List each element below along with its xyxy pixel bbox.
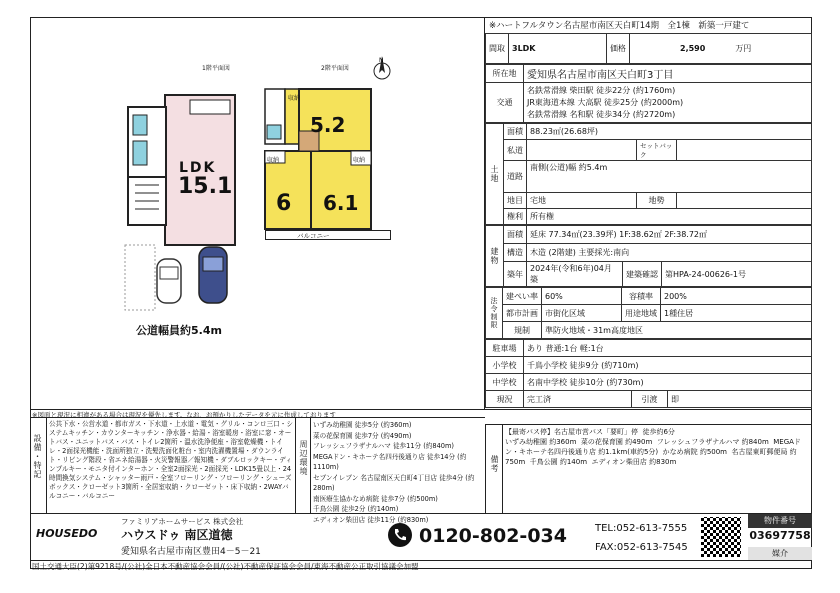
- facilities-text: 公共下水・公営水道・都市ガス・下水道・上水道・電気・グリル・コンロ三口・システムキッチン・カウンターキッチン・浄水器・給湯・浴室暖房・浴室に窓・オートバス・ユニットバス・バス・トイレ2箇所・温水洗浄便座・浴室乾燥機・トイレ・2面採光機能・洗面所独立・洗髪洗面化粧台・室内洗濯機置場・ダウンライト・リビング階段・省エネ給湯器・火災警報器／報知機・ダブルロックキー・ディンプルキー・モニタ付インターホン・全室2面採光・2面採光・LDK15畳以上・24時間換気システム・シャッター雨戸・全室フローリング・フローリング・シューズボックス・クローゼット3箇所・全居室収納・クローゼット・床下収納・2WAYバルコニー・バルコニー: [46, 418, 296, 514]
- land-table: [485, 123, 812, 225]
- ldk-label: LDK: [179, 160, 217, 176]
- spec-table-main: [485, 64, 812, 123]
- transport-line-2: JR東海道本線 大高駅 徒歩25分 (約2000m): [527, 97, 684, 107]
- law-table: [485, 287, 812, 339]
- surrounding-item: セブンイレブン 名古屋南区天白町4丁目店 徒歩4分 (約280m): [313, 473, 475, 492]
- zoning-value: 1種住居: [661, 305, 812, 322]
- coverage-value: 60%: [542, 288, 622, 305]
- room-6-1: 6.1: [323, 191, 359, 215]
- parking-cars-icon: [155, 245, 235, 305]
- company-phone: 0120-802-034: [419, 525, 567, 547]
- handover-value: 即: [668, 391, 812, 408]
- parking-label: 駐車場: [486, 340, 524, 357]
- storage-label-1: 収納: [288, 95, 301, 102]
- land-section-label: 土地: [486, 124, 504, 225]
- building-area-value: 延床 77.34㎡(23.39坪) 1F:38.62㎡ 2F:38.72㎡: [527, 226, 812, 244]
- surrounding-item: フレッシュフラザナルハマ 徒歩11分 (約840m): [313, 442, 454, 450]
- confirm-value: 第HPA-24-00626-1号: [662, 262, 812, 287]
- building-section-label: 建物: [486, 226, 504, 287]
- surrounding-item: 南医療生協かなめ病院 徒歩7分 (約500m): [313, 494, 438, 503]
- transport-list: [524, 83, 812, 123]
- land-category-label: 地目: [504, 193, 527, 209]
- spec-table-top: [485, 33, 812, 64]
- regulation-label: 規制: [503, 322, 542, 339]
- building-area-label: 面積: [504, 226, 527, 244]
- room-6: 6: [276, 191, 292, 216]
- road-label: 道路: [504, 161, 527, 193]
- elementary-label: 小学校: [486, 357, 524, 374]
- remarks-text: 【最寄バス停】名古屋市営バス「要町」停 徒歩約6分 いずみ幼稚園 約360m 菜の花保育園 約490m フレッシュフラザナルハマ 約840m MEGAドン・キホーテ名四丹後通り店 約1.1km(車約5分) かなめ病院 約500m 名古屋東町郵便局 約750m 千鳥公園 約140m エディオン柴田店 約830m: [502, 425, 813, 514]
- surrounding-item: エディオン柴田店 徒歩11分 (約830m): [313, 515, 429, 524]
- phone-icon: [387, 522, 413, 548]
- surrounding-item: いずみ幼稚園 徒歩5分 (約360m): [313, 421, 412, 429]
- rights-label: 権利: [504, 209, 527, 225]
- property-no-value: 03697758: [749, 529, 811, 542]
- handover-label: 引渡: [632, 391, 668, 408]
- built-value: 2024年(令和6年)04月築: [527, 262, 623, 287]
- transport-label: 交通: [486, 83, 524, 123]
- junior-value: 名南中学校 徒歩10分 (約730m): [524, 374, 812, 391]
- storage-label-3: 収納: [353, 157, 366, 164]
- header-title: ※ハートフルタウン名古屋市南区天白町14期 全1棟 新築一戸建て: [489, 21, 750, 31]
- far-value: 200%: [661, 288, 812, 305]
- company-address: 愛知県名古屋市南区豊田4－5－21: [121, 547, 261, 557]
- price-label: 価格: [607, 34, 630, 64]
- building-table: [485, 225, 812, 287]
- surrounding-item: 菜の花保育園 徒歩7分 (約490m): [313, 431, 412, 440]
- north-arrow-icon: [372, 53, 392, 83]
- storage-label-2: 収納: [267, 157, 280, 164]
- svg-text:N: N: [379, 57, 384, 64]
- far-label: 容積率: [622, 288, 661, 305]
- status-value: 完工済: [524, 391, 632, 408]
- law-section-label: 法令制限: [486, 288, 503, 339]
- company-subtitle: ファミリアホームサービス 株式会社: [121, 517, 244, 526]
- notice-text: ※図面と現況に相違がある場合は現況を優先します。なお、お預かりしたデータを元に作成しております: [32, 411, 336, 419]
- qr-code-icon: [701, 517, 741, 557]
- address-value: 愛知県名古屋市南区天白町3丁目: [524, 65, 812, 83]
- spec-panel: [485, 17, 812, 408]
- land-category-value: 宅地: [527, 193, 637, 209]
- transport-line-3: 名鉄常滑線 名和駅 徒歩34分 (約2720m): [527, 109, 676, 119]
- land-area-label: 面積: [504, 124, 527, 140]
- land-area-value: 88.23㎡(26.68坪): [527, 124, 812, 140]
- company-fax: FAX:052-613-7545: [595, 542, 688, 553]
- license-footer: 国土交通大臣(2)第9218号/(公社)全日本不動産協会会員/(公社)不動産保証協会会員/東海不動産公正取引協議会加盟: [30, 560, 812, 569]
- elementary-value: 千鳥小学校 徒歩9分 (約710m): [524, 357, 812, 374]
- regulation-value: 準防火地域・31m高度地区: [542, 322, 812, 339]
- layout-label: 間取: [486, 34, 509, 64]
- zoning-label: 用途地域: [622, 305, 661, 322]
- surroundings-list: [310, 418, 485, 524]
- company-name: ハウスドゥ 南区道徳: [121, 528, 233, 542]
- remarks-label: 備考: [490, 455, 499, 473]
- junior-label: 中学校: [486, 374, 524, 391]
- misc-table: [485, 339, 812, 408]
- company-logo: HOUSEDO: [36, 527, 98, 540]
- layout-value: 3LDK: [509, 34, 607, 64]
- company-block: [30, 513, 812, 560]
- built-label: 築年: [504, 262, 527, 287]
- surrounding-item: MEGAドン・キホーテ名四丹後通り店 徒歩14分 (約1110m): [313, 452, 467, 471]
- floor-plan-area: [30, 17, 485, 409]
- confirm-label: 建築確認: [623, 262, 662, 287]
- surroundings-label: 周辺環境: [299, 440, 308, 476]
- company-tel: TEL:052-613-7555: [595, 523, 688, 534]
- road-width-label: 公道幅員約5.4m: [136, 324, 222, 337]
- surrounding-item: 千鳥公園 徒歩2分 (約140m): [313, 505, 399, 513]
- floor2-label: 2階平面図: [321, 65, 349, 72]
- floor1-label: 1階平面図: [202, 65, 230, 72]
- price-value: 2,590 万円: [630, 34, 812, 64]
- facilities-label: 設備・特記: [33, 434, 42, 479]
- rights-value: 所有権: [527, 209, 812, 225]
- ldk-size: 15.1: [178, 174, 233, 199]
- parking-value: あり 普通:1台 軽:1台: [524, 340, 812, 357]
- coverage-label: 建ぺい率: [503, 288, 542, 305]
- room-5-2: 5.2: [310, 113, 346, 137]
- status-label: 現況: [486, 391, 524, 408]
- structure-label: 構造: [504, 244, 527, 262]
- broker-label: 媒介: [748, 547, 812, 561]
- setback-label: セットバック: [637, 140, 677, 161]
- private-road-label: 私道: [504, 140, 527, 161]
- property-no-label: 物件番号: [748, 514, 812, 528]
- balcony-label: バルコニー: [297, 232, 330, 240]
- planning-value: 市街化区域: [542, 305, 622, 322]
- planning-label: 都市計画: [503, 305, 542, 322]
- terrain-label: 地勢: [637, 193, 677, 209]
- structure-value: 木造 (2階建) 主要採光:南向: [527, 244, 812, 262]
- road-value: 南側(公道)幅 約5.4m: [527, 161, 812, 193]
- remarks-block: [485, 424, 812, 513]
- transport-line-1: 名鉄常滑線 柴田駅 徒歩22分 (約1760m): [527, 85, 676, 95]
- address-label: 所在地: [486, 65, 524, 83]
